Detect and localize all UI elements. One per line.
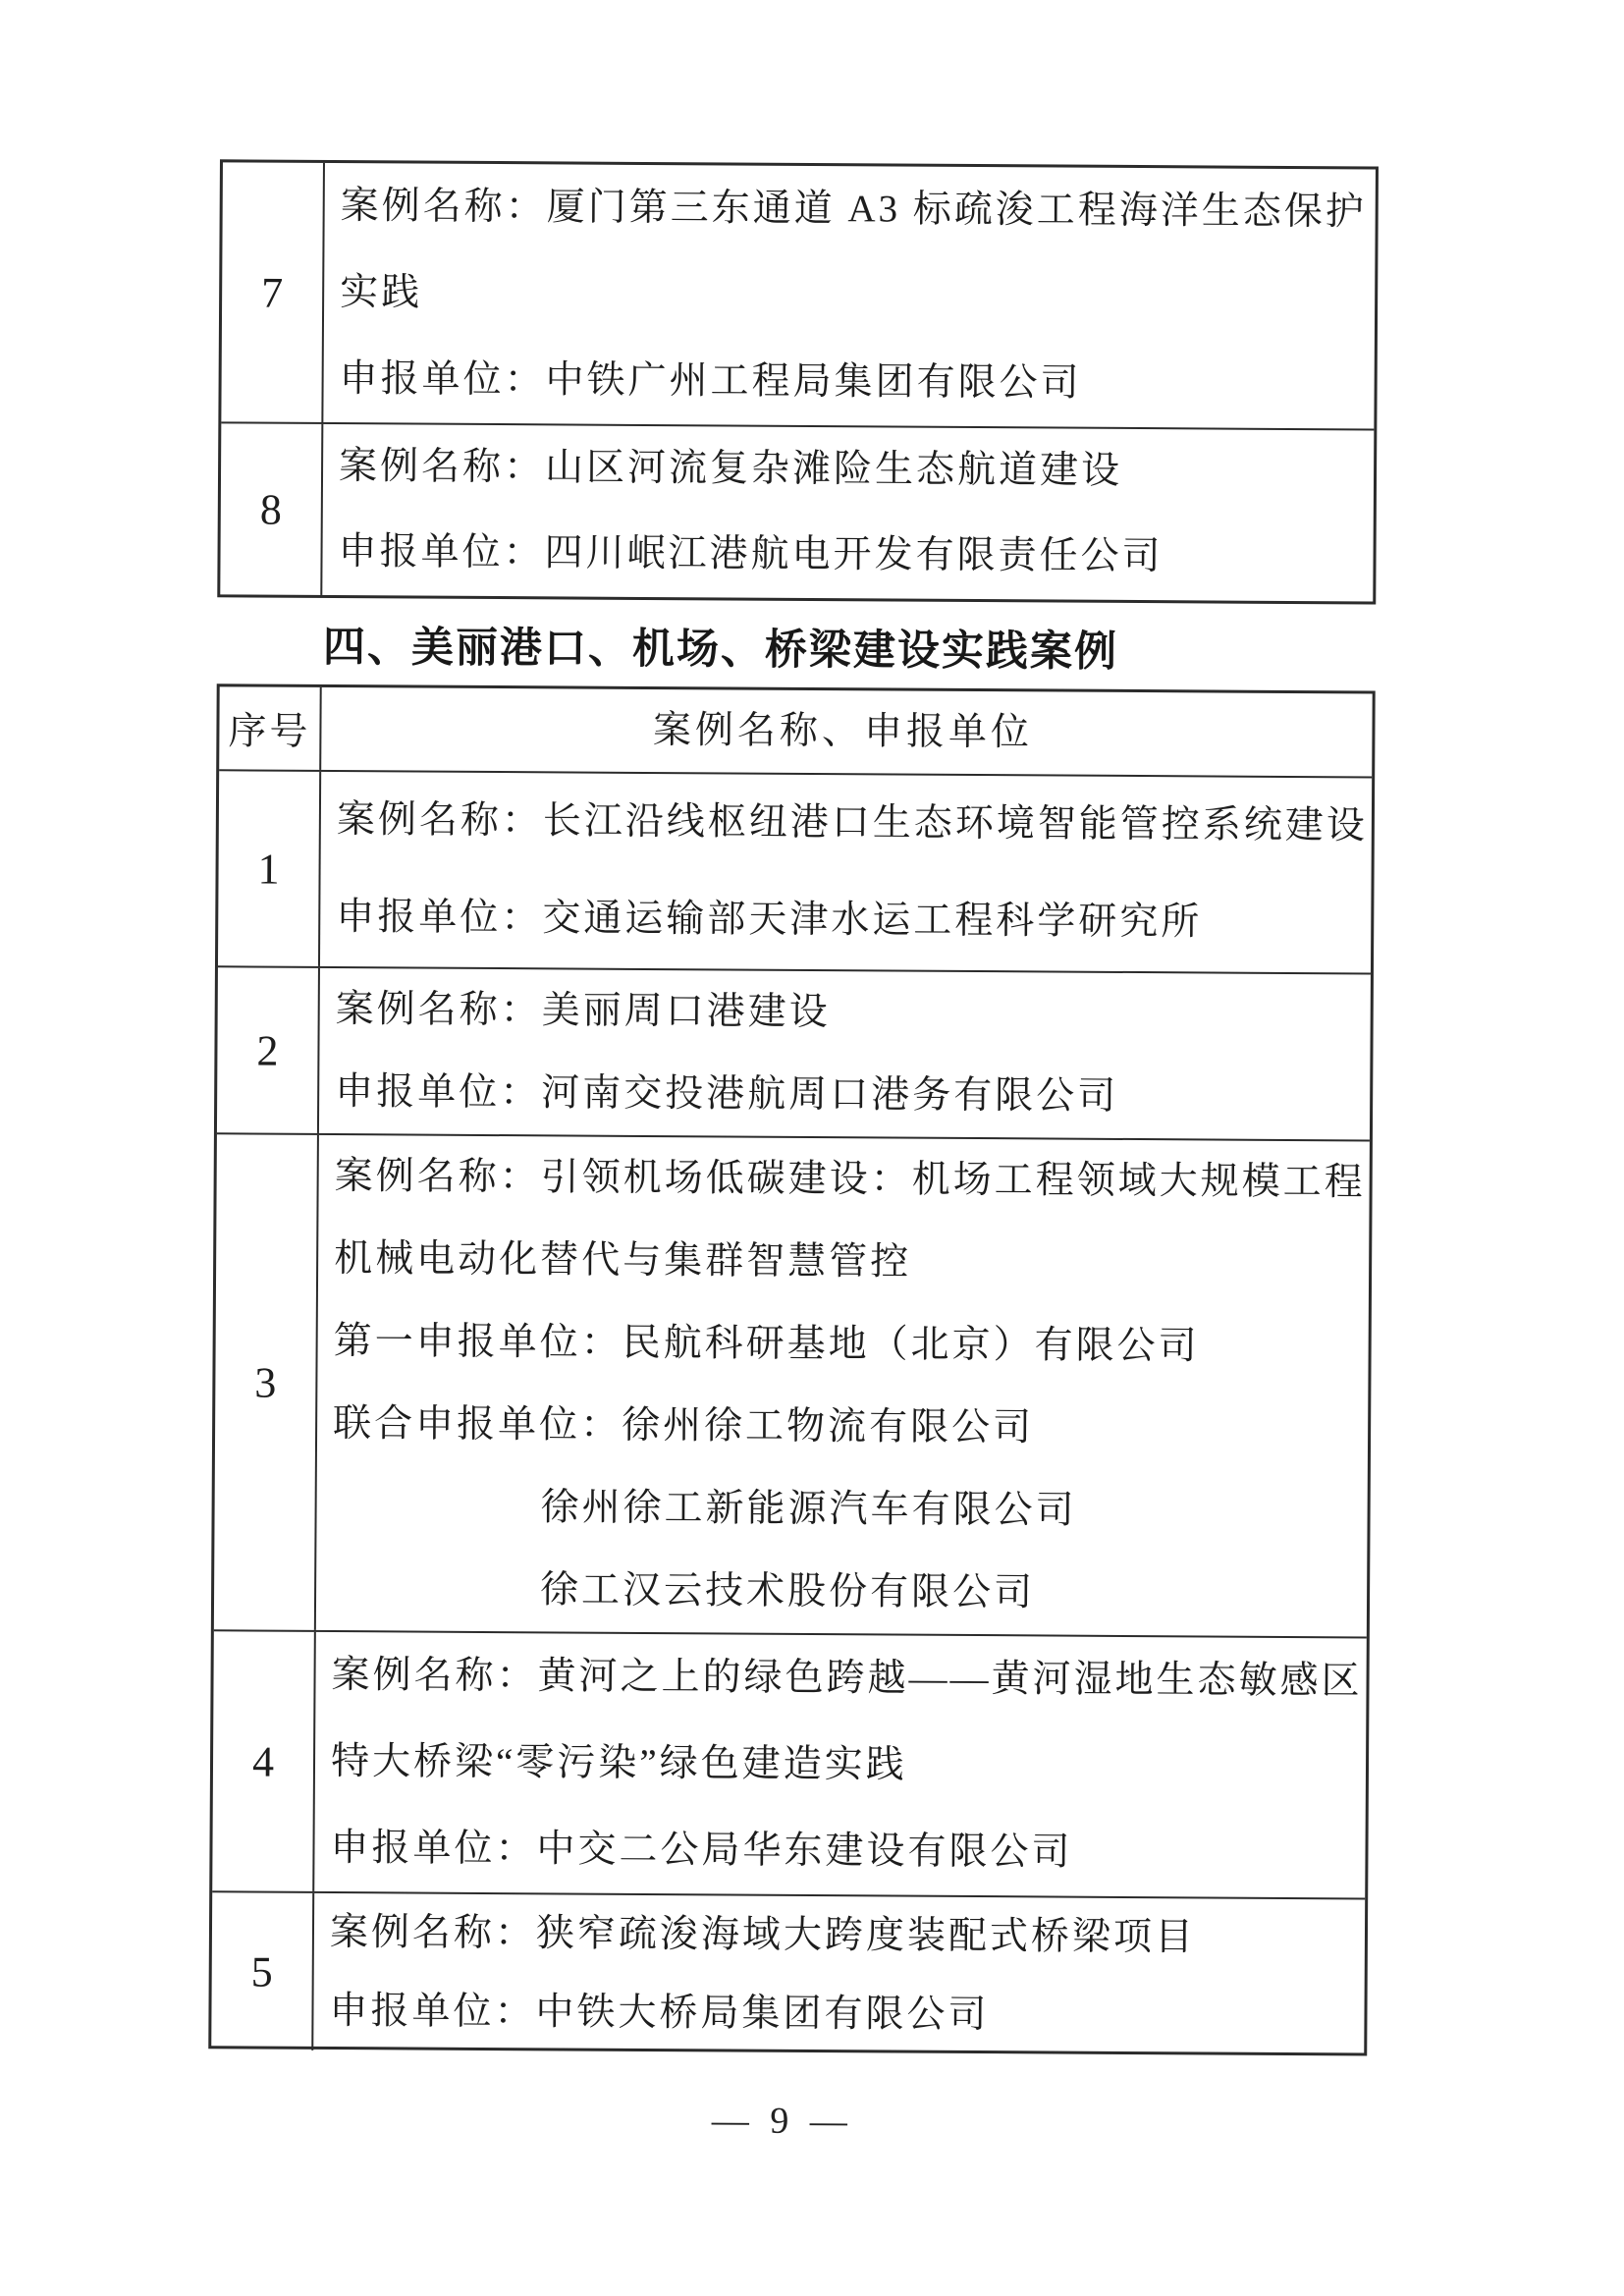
section-heading: 四、美丽港口、机场、桥梁建设实践案例	[322, 623, 1119, 676]
case-name-line: 案例名称：狭窄疏浚海域大跨度装配式桥梁项目	[329, 1910, 1197, 1959]
row-content	[316, 1135, 1389, 1637]
applicant-line: 申报单位：中交二公局华东建设有限公司	[330, 1826, 1073, 1874]
row-content	[322, 424, 1374, 602]
table-row	[218, 769, 1372, 972]
table-row	[214, 1132, 1370, 1636]
row-content	[320, 772, 1391, 973]
row-number: 8	[220, 423, 323, 595]
table-row	[217, 965, 1371, 1139]
case-name-line: 机械电动化替代与集群智慧管控	[334, 1236, 912, 1284]
joint-applicant-line: 联合申报单位：徐州徐工物流有限公司	[333, 1401, 1035, 1449]
page-number: — 9 —	[711, 2100, 853, 2143]
table-row	[221, 162, 1376, 428]
row-content	[313, 1893, 1365, 2057]
case-name-line: 案例名称：山区河流复杂滩险生态航道建设	[338, 445, 1123, 493]
case-name-line: 实践	[340, 270, 423, 314]
table-continued	[217, 159, 1379, 604]
applicant-line: 申报单位：中铁广州工程局集团有限公司	[339, 356, 1082, 405]
table-row	[211, 1890, 1365, 2056]
header-col-case	[321, 687, 1372, 777]
table-row	[212, 1629, 1367, 1897]
case-name-line: 特大桥梁“零污染”绿色建造实践	[330, 1739, 907, 1786]
joint-applicant-line: 徐工汉云技术股份有限公司	[539, 1567, 1036, 1613]
applicant-line: 申报单位：四川岷江港航电开发有限责任公司	[338, 530, 1164, 578]
applicant-line: 申报单位：中铁大桥局集团有限公司	[329, 1989, 990, 2036]
row-number: 7	[221, 162, 325, 422]
case-name-line: 案例名称：长江沿线枢纽港口生态环境智能管控系统建设	[336, 798, 1369, 847]
row-number: 5	[211, 1892, 314, 2050]
first-applicant-line: 第一申报单位：民航科研基地（北京）有限公司	[333, 1319, 1200, 1368]
row-content	[323, 163, 1390, 429]
case-name-line: 案例名称：黄河之上的绿色跨越——黄河湿地生态敏感区	[331, 1653, 1363, 1703]
row-content	[314, 1632, 1386, 1898]
row-content	[319, 968, 1371, 1140]
row-number: 4	[212, 1631, 316, 1891]
case-name-line: 案例名称：厦门第三东通道 A3 标疏浚工程海洋生态保护	[340, 184, 1367, 234]
cases-table	[208, 683, 1375, 2055]
row-number: 3	[214, 1134, 319, 1630]
joint-applicant-line: 徐州徐工新能源汽车有限公司	[540, 1485, 1077, 1532]
header-label: 案例名称、申报单位	[652, 708, 1034, 753]
row-number: 1	[218, 771, 321, 966]
applicant-line: 申报单位：河南交投港航周口港务有限公司	[335, 1069, 1119, 1118]
header-col-number: 序号	[219, 686, 322, 770]
case-name-line: 案例名称：引领机场低碳建设：机场工程领域大规模工程	[334, 1154, 1366, 1204]
table-header-row	[219, 686, 1372, 776]
row-number: 2	[217, 967, 320, 1133]
case-name-line: 案例名称：美丽周口港建设	[335, 987, 831, 1033]
table-row	[220, 421, 1374, 601]
applicant-line: 申报单位：交通运输部天津水运工程科学研究所	[336, 896, 1203, 944]
